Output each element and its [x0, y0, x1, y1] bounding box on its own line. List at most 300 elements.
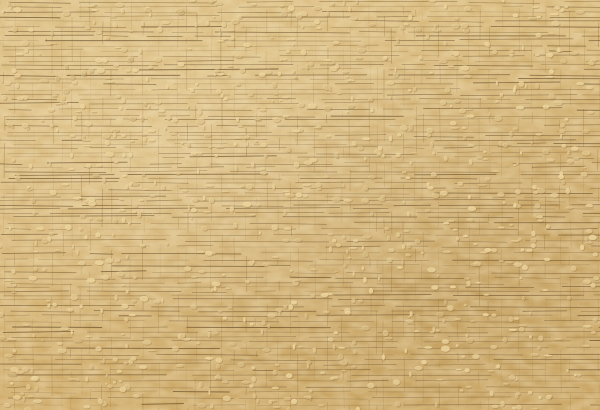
paint-blob — [513, 127, 518, 130]
paint-blob — [456, 344, 459, 347]
paint-blob — [273, 406, 281, 408]
paint-blob — [216, 357, 222, 363]
paint-blob — [70, 153, 73, 158]
paint-blob — [164, 127, 166, 130]
paint-blob — [516, 163, 518, 165]
paint-blob — [485, 177, 490, 181]
paint-blob — [33, 267, 38, 272]
paint-blob — [259, 231, 261, 234]
paint-blob — [399, 26, 404, 30]
paint-blob — [559, 129, 565, 133]
paint-blob — [176, 364, 184, 367]
paint-blob — [338, 347, 346, 349]
paint-blob — [132, 299, 137, 302]
paint-blob — [368, 175, 376, 179]
grain-line — [341, 316, 342, 341]
paint-blob — [353, 271, 355, 277]
paint-blob — [513, 87, 516, 93]
paint-blob — [235, 55, 243, 59]
paint-blob — [514, 262, 523, 267]
paint-blob — [353, 239, 358, 242]
paint-blob — [33, 251, 38, 253]
paint-blob — [95, 232, 100, 237]
paint-blob — [336, 243, 341, 247]
paint-blob — [492, 50, 497, 54]
paint-blob — [52, 94, 57, 97]
crack-line — [290, 277, 331, 278]
paint-blob — [460, 389, 464, 392]
paint-blob — [22, 324, 30, 326]
crack-line — [463, 56, 525, 57]
paint-blob — [201, 226, 207, 231]
paint-blob — [209, 2, 213, 4]
paint-blob — [369, 288, 373, 294]
paint-blob — [491, 405, 498, 408]
paint-blob — [208, 389, 210, 395]
paint-blob — [593, 252, 598, 256]
paint-blob — [343, 264, 347, 268]
paint-blob — [397, 133, 401, 136]
paint-blob — [349, 247, 357, 249]
paint-blob — [238, 362, 245, 367]
paint-blob — [484, 248, 492, 252]
paint-blob — [431, 193, 439, 199]
paint-blob — [528, 17, 536, 20]
paint-blob — [364, 157, 367, 161]
paint-blob — [344, 199, 352, 202]
paint-blob — [519, 81, 525, 87]
paint-blob — [219, 31, 221, 37]
paint-blob — [142, 340, 151, 345]
paint-blob — [113, 132, 117, 137]
paint-blob — [567, 151, 570, 155]
paint-blob — [122, 175, 126, 177]
paint-blob — [28, 28, 34, 32]
paint-blob — [208, 332, 211, 338]
paint-blob — [46, 299, 50, 302]
paint-blob — [24, 49, 28, 53]
paint-blob — [143, 102, 147, 107]
paint-blob — [85, 335, 91, 337]
paint-blob — [95, 260, 104, 265]
paint-blob — [389, 136, 393, 142]
grain-line — [102, 189, 103, 227]
paint-blob — [170, 132, 177, 135]
crack-line — [255, 291, 276, 292]
paint-blob — [100, 308, 103, 313]
crack-line — [296, 166, 369, 167]
paint-blob — [129, 314, 136, 317]
paint-blob — [50, 124, 54, 127]
paint-blob — [148, 139, 155, 142]
paint-blob — [197, 168, 200, 174]
paint-blob — [209, 197, 215, 203]
paint-blob — [214, 154, 218, 157]
paint-blob — [49, 162, 51, 166]
paint-blob — [20, 392, 24, 395]
paint-blob — [390, 95, 392, 99]
paint-blob — [452, 24, 460, 29]
paint-blob — [113, 358, 118, 362]
paint-blob — [67, 308, 73, 312]
paint-blob — [49, 232, 54, 235]
paint-blob — [257, 399, 259, 404]
paint-blob — [118, 380, 122, 382]
paint-blob — [531, 353, 539, 356]
paint-blob — [461, 356, 465, 358]
paint-blob — [436, 379, 444, 381]
paint-blob — [466, 338, 473, 343]
paint-blob — [342, 235, 346, 239]
paint-blob — [506, 261, 513, 263]
paint-blob — [199, 270, 206, 273]
paint-blob — [32, 376, 38, 380]
paint-blob — [62, 88, 69, 94]
paint-blob — [283, 239, 290, 243]
paint-blob — [546, 53, 554, 57]
paint-blob — [583, 325, 592, 328]
paint-blob — [476, 156, 483, 159]
paint-blob — [443, 250, 451, 253]
paint-blob — [158, 109, 165, 112]
paint-blob — [188, 48, 192, 50]
paint-blob — [346, 111, 348, 113]
paint-blob — [441, 346, 450, 352]
paint-blob — [382, 330, 388, 336]
paint-blob — [113, 381, 117, 384]
paint-blob — [316, 182, 322, 187]
paint-blob — [86, 164, 91, 168]
paint-blob — [12, 26, 18, 32]
paint-blob — [256, 203, 260, 206]
paint-blob — [129, 152, 133, 157]
paint-blob — [102, 177, 106, 183]
paint-blob — [284, 397, 292, 401]
paint-blob — [80, 70, 86, 75]
paint-blob — [11, 292, 16, 294]
paint-blob — [78, 261, 85, 265]
paint-blob — [227, 74, 230, 77]
paint-blob — [286, 194, 295, 198]
paint-blob — [427, 267, 436, 272]
paint-blob — [10, 382, 14, 385]
paint-blob — [68, 378, 75, 380]
paint-blob — [83, 405, 90, 408]
paint-blob — [216, 89, 222, 94]
paint-blob — [249, 385, 253, 388]
paint-blob — [509, 131, 513, 137]
paint-blob — [522, 296, 525, 301]
paint-blob — [573, 157, 580, 160]
paint-blob — [191, 198, 198, 202]
paint-blob — [292, 70, 295, 73]
paint-blob — [362, 246, 364, 250]
paint-blob — [351, 365, 356, 368]
paint-blob — [429, 72, 433, 74]
paint-blob — [470, 320, 475, 322]
paint-blob — [56, 128, 58, 132]
paint-blob — [283, 305, 287, 309]
paint-blob — [466, 218, 473, 222]
paint-blob — [272, 387, 279, 390]
paint-blob — [554, 338, 563, 340]
paint-blob — [348, 257, 351, 259]
paint-blob — [191, 208, 197, 212]
paint-blob — [554, 6, 560, 10]
paint-blob — [532, 185, 537, 189]
paint-blob — [442, 339, 449, 344]
paint-blob — [279, 311, 281, 315]
paint-blob — [473, 243, 477, 245]
paint-blob — [190, 305, 197, 309]
paint-blob — [480, 251, 488, 253]
paint-blob — [488, 370, 495, 372]
paint-blob — [307, 363, 309, 369]
paint-blob — [197, 109, 202, 115]
paint-blob — [446, 220, 454, 223]
paint-blob — [70, 294, 78, 300]
paint-blob — [415, 239, 421, 243]
paint-blob — [460, 65, 469, 70]
paint-blob — [162, 298, 164, 303]
paint-blob — [575, 10, 584, 14]
paint-blob — [238, 125, 243, 127]
paint-blob — [220, 38, 228, 40]
paint-blob — [408, 15, 412, 21]
paint-blob — [138, 48, 141, 54]
paint-blob — [513, 203, 516, 208]
paint-blob — [70, 75, 75, 80]
paint-blob — [181, 142, 184, 145]
paint-blob — [457, 182, 463, 186]
paint-blob — [214, 2, 223, 5]
paint-blob — [566, 206, 573, 209]
paint-blob — [534, 204, 540, 209]
paint-blob — [102, 133, 111, 139]
paint-blob — [588, 235, 597, 240]
paint-blob — [121, 284, 125, 286]
paint-blob — [70, 135, 75, 138]
paint-blob — [341, 370, 346, 372]
paint-blob — [343, 1, 345, 5]
paint-blob — [405, 176, 410, 179]
paint-blob — [445, 88, 451, 93]
paint-blob — [554, 100, 563, 105]
paint-blob — [58, 349, 67, 354]
paint-blob — [513, 317, 519, 320]
paint-blob — [442, 319, 445, 323]
paint-blob — [339, 360, 347, 366]
paint-blob — [205, 251, 213, 256]
paint-blob — [503, 337, 507, 343]
paint-blob — [557, 47, 561, 52]
paint-blob — [203, 196, 206, 201]
paint-blob — [132, 211, 137, 214]
paint-blob — [405, 320, 414, 323]
paint-blob — [326, 11, 329, 16]
paint-blob — [289, 304, 293, 310]
paint-blob — [305, 313, 308, 319]
crack-line — [577, 110, 600, 111]
paint-blob — [453, 17, 459, 20]
paint-blob — [296, 193, 303, 198]
paint-blob — [537, 188, 545, 193]
paint-blob — [166, 85, 169, 89]
paint-blob — [544, 355, 552, 357]
paint-blob — [122, 217, 126, 223]
paint-blob — [421, 252, 424, 255]
paint-blob — [358, 299, 363, 302]
paint-blob — [47, 304, 50, 308]
paint-blob — [284, 227, 292, 230]
paint-blob — [271, 82, 276, 88]
paint-blob — [154, 101, 161, 105]
paint-blob — [125, 70, 130, 72]
paint-blob — [82, 139, 91, 141]
paint-blob — [429, 0, 436, 2]
paint-blob — [203, 125, 205, 129]
grain-line — [384, 219, 385, 233]
paint-blob — [332, 376, 338, 379]
paint-blob — [88, 201, 96, 207]
paint-blob — [152, 214, 154, 216]
paint-blob — [89, 365, 93, 370]
paint-blob — [459, 108, 466, 113]
paint-blob — [262, 320, 266, 325]
paint-blob — [408, 89, 412, 92]
paint-blob — [286, 38, 295, 40]
paint-blob — [324, 59, 332, 61]
paint-blob — [564, 6, 568, 9]
paint-blob — [105, 36, 110, 40]
paint-blob — [286, 146, 291, 152]
paint-blob — [35, 240, 37, 246]
paint-blob — [8, 374, 17, 376]
paint-blob — [91, 9, 98, 11]
paint-blob — [301, 25, 303, 28]
paint-blob — [546, 158, 554, 161]
paint-blob — [227, 306, 232, 308]
paint-blob — [2, 95, 7, 101]
paint-blob — [101, 58, 108, 63]
paint-blob — [483, 313, 489, 316]
paint-blob — [97, 68, 105, 73]
paint-blob — [403, 23, 409, 26]
paint-blob — [243, 202, 251, 207]
paint-blob — [546, 33, 555, 35]
paint-blob — [345, 75, 349, 77]
paint-blob — [217, 40, 225, 42]
paint-blob — [468, 206, 477, 211]
paint-blob — [304, 161, 313, 165]
paint-blob — [430, 142, 433, 148]
paint-blob — [121, 333, 124, 335]
paint-blob — [463, 75, 472, 78]
paint-blob — [15, 83, 19, 88]
paint-blob — [497, 192, 505, 197]
paint-blob — [570, 51, 579, 55]
paint-blob — [370, 212, 373, 216]
paint-blob — [115, 259, 121, 263]
paint-blob — [71, 330, 73, 334]
paint-blob — [525, 84, 527, 88]
paint-blob — [118, 209, 125, 212]
paint-blob — [454, 318, 462, 320]
paint-blob — [352, 141, 357, 146]
paint-blob — [105, 258, 113, 263]
paint-blob — [77, 249, 79, 255]
paint-blob — [197, 251, 205, 253]
paint-blob — [453, 229, 458, 231]
paint-blob — [84, 121, 91, 126]
paint-blob — [143, 136, 147, 141]
paint-blob — [397, 266, 403, 269]
paint-blob — [500, 93, 503, 97]
paint-blob — [558, 174, 564, 179]
paint-blob — [246, 141, 248, 146]
paint-blob — [68, 168, 74, 170]
paint-blob — [104, 77, 112, 79]
paint-blob — [33, 334, 35, 337]
paint-blob — [84, 235, 87, 239]
paint-blob — [47, 108, 54, 112]
paint-blob — [233, 142, 236, 146]
paint-blob — [415, 27, 422, 32]
paint-blob — [121, 47, 127, 52]
paint-blob — [50, 190, 57, 196]
paint-blob — [137, 212, 141, 218]
paint-blob — [253, 393, 256, 398]
paint-blob — [273, 370, 277, 375]
paint-blob — [294, 162, 300, 168]
paint-blob — [452, 51, 459, 56]
paint-blob — [210, 404, 213, 409]
paint-blob — [550, 13, 559, 15]
paint-blob — [139, 199, 144, 201]
paint-blob — [587, 111, 594, 115]
paint-blob — [275, 308, 282, 312]
paint-blob — [271, 256, 279, 258]
paint-blob — [456, 236, 459, 240]
paint-blob — [567, 159, 573, 164]
paint-blob — [282, 96, 290, 98]
paint-blob — [542, 289, 548, 291]
paint-blob — [516, 106, 524, 110]
paint-blob — [95, 346, 101, 351]
paint-blob — [561, 180, 565, 184]
paint-blob — [472, 354, 479, 359]
paint-blob — [292, 130, 300, 133]
paint-blob — [286, 373, 293, 378]
paint-blob — [384, 227, 390, 230]
paint-blob — [187, 105, 190, 108]
paint-blob — [291, 399, 297, 404]
crack-line — [419, 99, 481, 100]
paint-blob — [409, 124, 414, 130]
paint-blob — [447, 65, 454, 67]
paint-blob — [490, 345, 497, 349]
paint-blob — [140, 296, 149, 302]
paint-blob — [197, 152, 202, 154]
paint-blob — [583, 130, 590, 134]
paint-blob — [40, 79, 49, 83]
paint-blob — [425, 35, 429, 39]
paint-blob — [13, 284, 16, 287]
paint-blob — [62, 183, 69, 186]
paint-blob — [440, 191, 448, 196]
paint-blob — [518, 324, 527, 326]
paint-blob — [564, 118, 568, 121]
